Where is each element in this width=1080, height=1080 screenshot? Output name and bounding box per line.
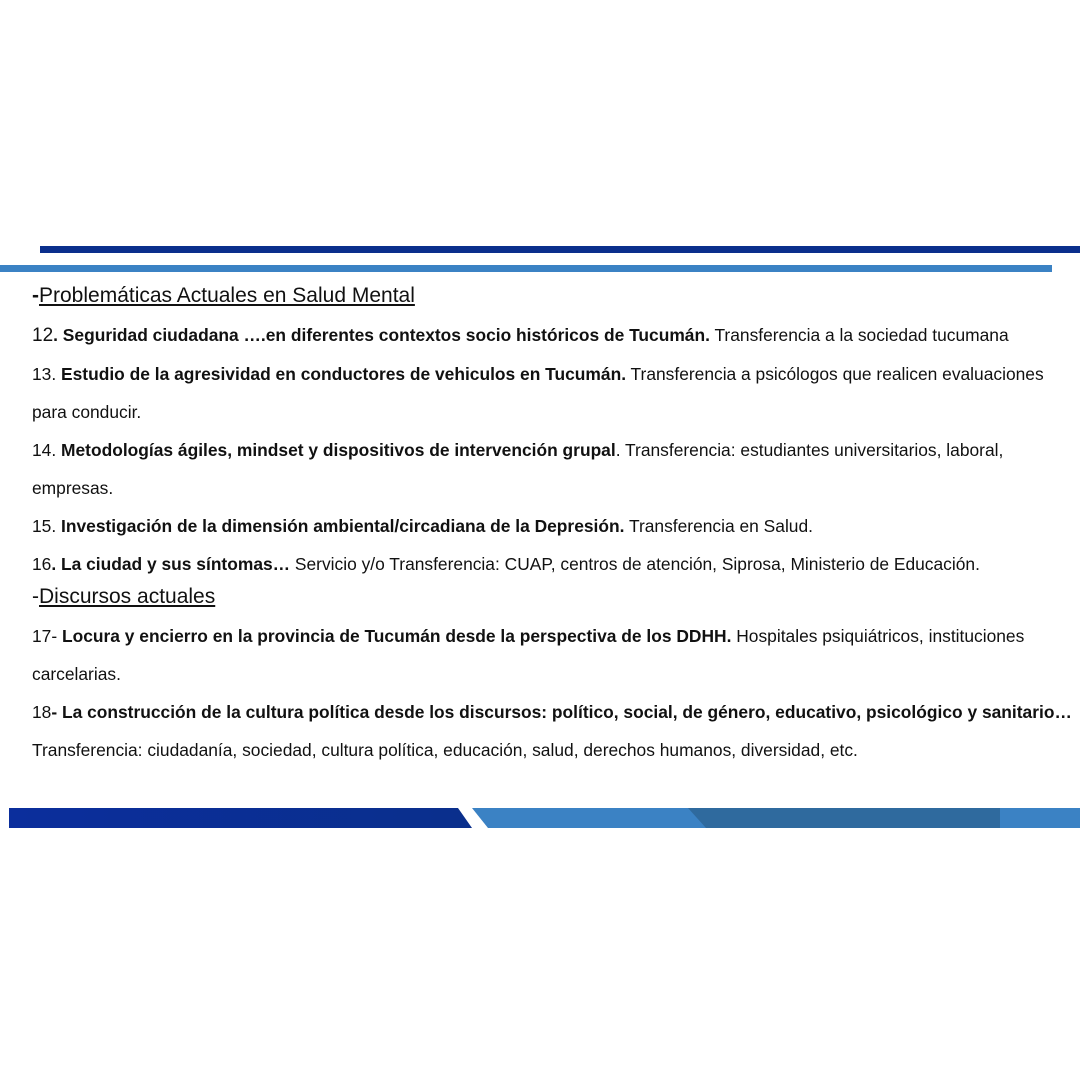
item-number: 13. [32, 364, 62, 384]
heading-text: Problemáticas Actuales en Salud Mental [39, 284, 415, 307]
item-title: Locura y encierro en la provincia de Tucumán desde la perspectiva de los DDHH. [61, 626, 732, 646]
top-divider-light [0, 265, 1052, 272]
list-item-14 [32, 431, 1072, 507]
item-transfer: Transferencia: ciudadanía, sociedad, cultura política, educación, salud, derechos humanos, diversidad, etc. [32, 740, 858, 760]
item-number: 12 [32, 325, 54, 346]
item-transfer: Transferencia a psicólogos que realicen evaluaciones para conducir. [32, 364, 1044, 422]
heading-text: Discursos actuales [39, 585, 216, 608]
item-title: Estudio de la agresividad en conductores de vehiculos en Tucumán. [61, 364, 627, 384]
bottom-band-dark-segment [9, 808, 472, 828]
item-title: Metodologías ágiles, mindset y dispositivos de intervención grupal [61, 440, 616, 460]
item-transfer: Transferencia en Salud. [624, 516, 813, 536]
list-item-15 [32, 507, 1072, 545]
item-title: . Seguridad ciudadana ….en diferentes contextos socio históricos de Tucumán. [53, 325, 710, 345]
item-title: Investigación de la dimensión ambiental/circadiana de la Depresión. [61, 516, 625, 536]
heading-dash: - [32, 585, 39, 608]
list-item-18 [32, 693, 1072, 769]
item-title: - La construcción de la cultura política desde los discursos: político, social, de género, educativo, psicológico y sanitario… [51, 702, 1072, 722]
slide-content [32, 282, 1072, 769]
list-item-12 [32, 316, 1072, 355]
list-item-16 [32, 545, 1072, 583]
item-number: 17- [32, 626, 62, 646]
item-number: 18 [32, 702, 52, 722]
list-item-13 [32, 355, 1072, 431]
heading-dash: - [32, 284, 39, 307]
section-heading-discursos [32, 583, 1072, 611]
item-transfer: Hospitales psiquiátricos, instituciones carcelarias. [32, 626, 1025, 684]
section-heading-problematicas [32, 282, 1072, 310]
item-title: . La ciudad y sus síntomas… [51, 554, 291, 574]
item-transfer: Servicio y/o Transferencia: CUAP, centros de atención, Siprosa, Ministerio de Educación. [290, 554, 980, 574]
list-item-17 [32, 617, 1072, 693]
item-number: 16 [32, 554, 52, 574]
item-number: 14. [32, 440, 62, 460]
bottom-band-steel-segment [688, 808, 1000, 828]
bottom-decorative-band [0, 808, 1080, 828]
item-transfer: . Transferencia: estudiantes universitarios, laboral, empresas. [32, 440, 1004, 498]
item-number: 15. [32, 516, 62, 536]
item-transfer: Transferencia a la sociedad tucumana [709, 325, 1009, 345]
top-divider-dark [40, 246, 1080, 253]
